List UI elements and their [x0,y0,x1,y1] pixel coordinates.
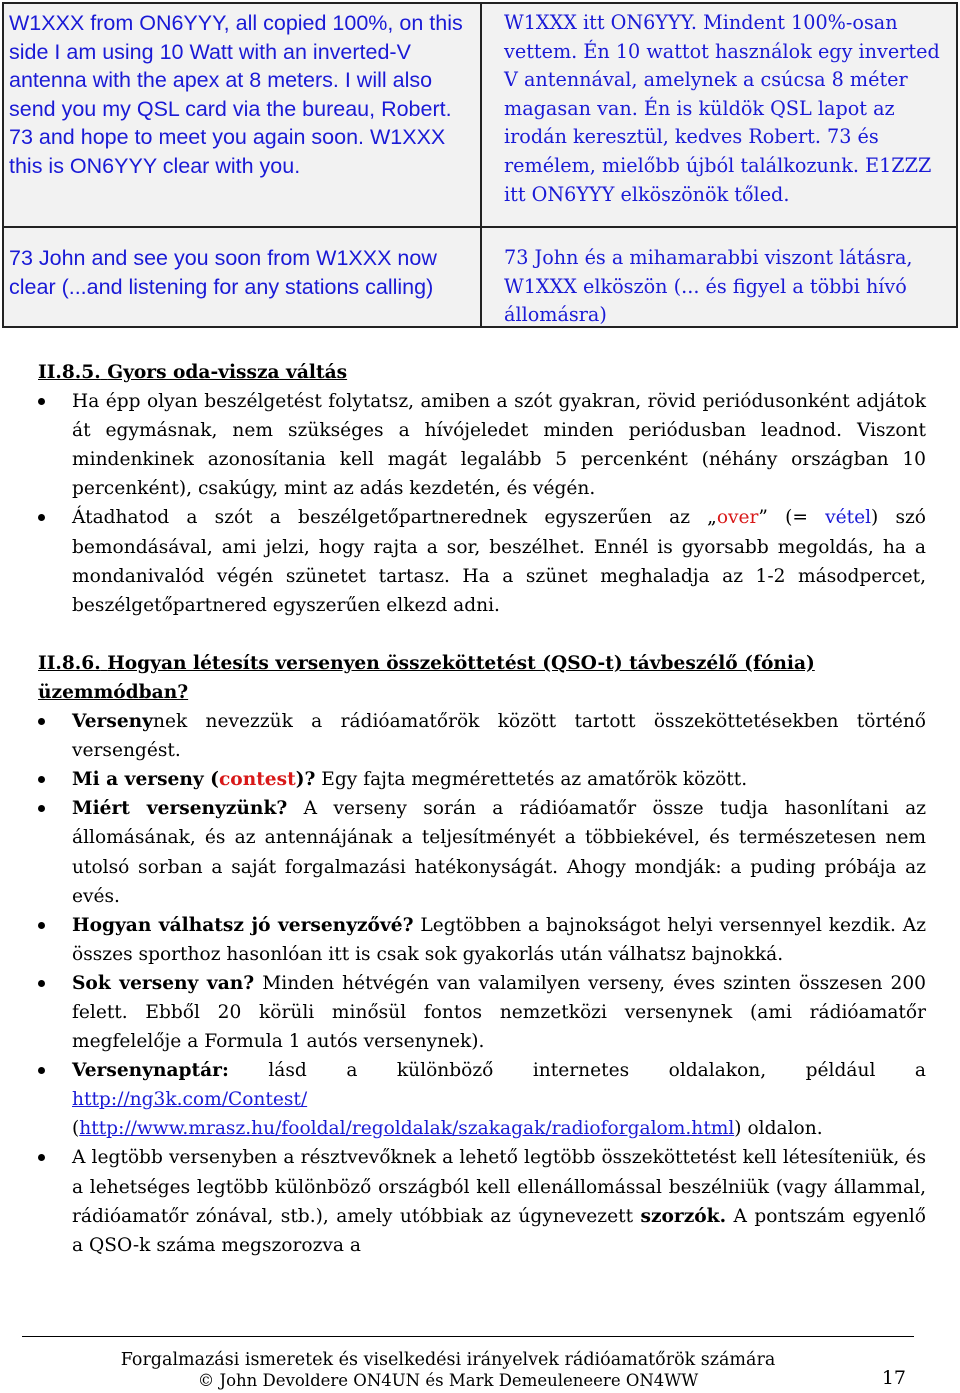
bullet-text: A pontszám egyenlő a QSO-k száma megszorozva a [72,1205,926,1256]
section-number: II.8.6. [38,652,101,674]
bullet-text: nek nevezzük a rádióamatőrök között tartott összeköttetésekben történő versengést. [72,711,926,762]
term-contest: contest [218,769,296,791]
section-heading-886 [38,649,926,707]
list-item [38,911,926,969]
bullet-text: ” (= [758,507,826,529]
bullet-text: Legtöbben a bajnokságot helyi versennyel kezdik. Az összes sporthoz hasonlóan itt is csak sok gyakorlás után válhatsz bajnokká. [72,914,927,965]
bold-term: szorzók. [640,1205,727,1227]
bullet-text: lásd a különböző internetes oldalakon, például a [228,1060,926,1082]
bullet-text: A legtöbb versenyben a résztvevőknek a lehető legtöbb összeköttetést kell létesíteniük, és a lehetséges legtöbb különböző országból kell ellenállomással beszélniük (vagy állammal, rádióamatőr zónával, stb.), amely utóbbiak az úgynevezett [72,1147,926,1227]
bullet-text: Átadhatod a szót a beszélgetőpartnerednek egyszerűen az „ [72,507,717,529]
table-cell-english-2 [4,228,480,326]
hungarian-text-1: W1XXX itt ON6YYY. Mindent 100%-osan vettem. Én 10 wattot használok egy inverted V antennával, amelynek a csúcsa 8 méter magasan van. Én is küldök QSL lapot az irodán keresztül, kedves Robert. 73 és remélem, mielőbb újból találkozunk. E1ZZZ itt ON6YYY elköszönök tőled. [504,11,940,206]
list-item [38,794,926,910]
list-item [38,387,926,503]
english-text-1: W1XXX from ON6YYY, all copied 100%, on this side I am using 10 Watt with an inverted-V antenna with the apex at 8 meters. I will also send you my QSL card via the bureau, Robert. 73 and hope to meet you again soon. W1XXX this is ON6YYY clear with you. [9,11,463,178]
bold-term: Sok verseny van? [72,972,255,994]
section-number: II.8.5. [38,362,101,383]
footer-divider [22,1336,914,1337]
bullet-text: ) oldalon. [734,1118,823,1140]
bold-term: )? [295,769,316,791]
list-item [38,969,926,1056]
bold-term: Versenynaptár: [72,1060,229,1082]
bold-term: Hogyan válhatsz jó versenyzővé? [72,914,414,936]
english-column [4,4,480,326]
hungarian-column [480,4,956,326]
list-item [38,1056,926,1143]
bullet-list-885 [38,387,926,620]
footer-copyright: © John Devoldere ON4UN és Mark Demeuleneere ON4WW [197,1371,699,1390]
bullet-text: ) szó bemondásával, ami jelzi, hogy rajta a sor, beszélhet. Ennél is gyorsabb megoldás, ha a mondanivalód végén szünetet tartasz. Ha a szünet meghaladja az 1-2 másodpercet, beszélgetőpartnered egyszerűen elkezd adni. [72,507,926,616]
bullet-text: A verseny során a rádióamatőr össze tudja hasonlítani az állomásának, és az antennájának a teljesítményét a többiekével, és természetesen nem utolsó sorban a saját forgalmazási hatékonyságát. Ahogy mondják: a puding próbája az evés. [72,798,926,907]
qso-example-table [2,2,958,328]
english-text-2: 73 John and see you soon from W1XXX now clear (...and listening for any stations calling) [9,246,437,299]
list-item [38,1143,926,1259]
table-cell-hungarian-1 [482,4,956,228]
term-over: over [716,507,759,529]
bullet-text: Minden hétvégén van valamilyen verseny, éves szinten összesen 200 felett. Ebből 20 körüli minősül fontos nemzetközi versenynek (ami rádióamatőr megfelelője a Formula 1 autós versenynek). [72,972,926,1053]
table-cell-english-1 [4,4,480,228]
footer-title: Forgalmazási ismeretek és viselkedési irányelvek rádióamatőrök számára [120,1350,776,1370]
bullet-list-886 [38,707,926,1260]
link-ng3k-contest[interactable]: http://ng3k.com/Contest/ [72,1089,308,1111]
section-heading-885 [38,358,926,387]
list-item [38,765,926,794]
bold-term: Verseny [72,711,153,733]
bullet-text: Egy fajta megmérettetés az amatőrök között. [315,769,748,791]
document-body [38,358,926,1260]
table-cell-hungarian-2 [482,228,956,326]
section-title: Gyors oda-vissza váltás [107,362,348,383]
bullet-text: Ha épp olyan beszélgetést folytatsz, amiben a szót gyakran, rövid periódusonként adjátok át egymásnak, nem szükséges a hívójeledet minden periódusban leadnod. Viszont mindenkinek azonosítania kell magát legalább 5 percenként (néhány országban 10 percenként), csakúgy, mint az adás kezdetén, és végén. [72,391,926,500]
hungarian-text-2: 73 John és a mihamarabbi viszont látásra, W1XXX elköszön (... és figyel a többi hívó állomásra) [504,246,913,327]
page-number: 17 [881,1367,906,1389]
bullet-text: ( [72,1118,80,1140]
bold-term: Mi a verseny ( [72,769,219,791]
spacer [38,620,926,649]
section-title: Hogyan létesíts versenyen összeköttetést (QSO-t) távbeszélő (fónia) üzemmódban? [38,652,815,703]
link-mrasz[interactable]: http://www.mrasz.hu/fooldal/regoldalak/szakagak/radioforgalom.html [79,1118,735,1140]
term-vetel: vétel [825,507,872,529]
list-item [38,707,926,765]
list-item [38,503,926,619]
bold-term: Miért versenyzünk? [72,798,288,820]
